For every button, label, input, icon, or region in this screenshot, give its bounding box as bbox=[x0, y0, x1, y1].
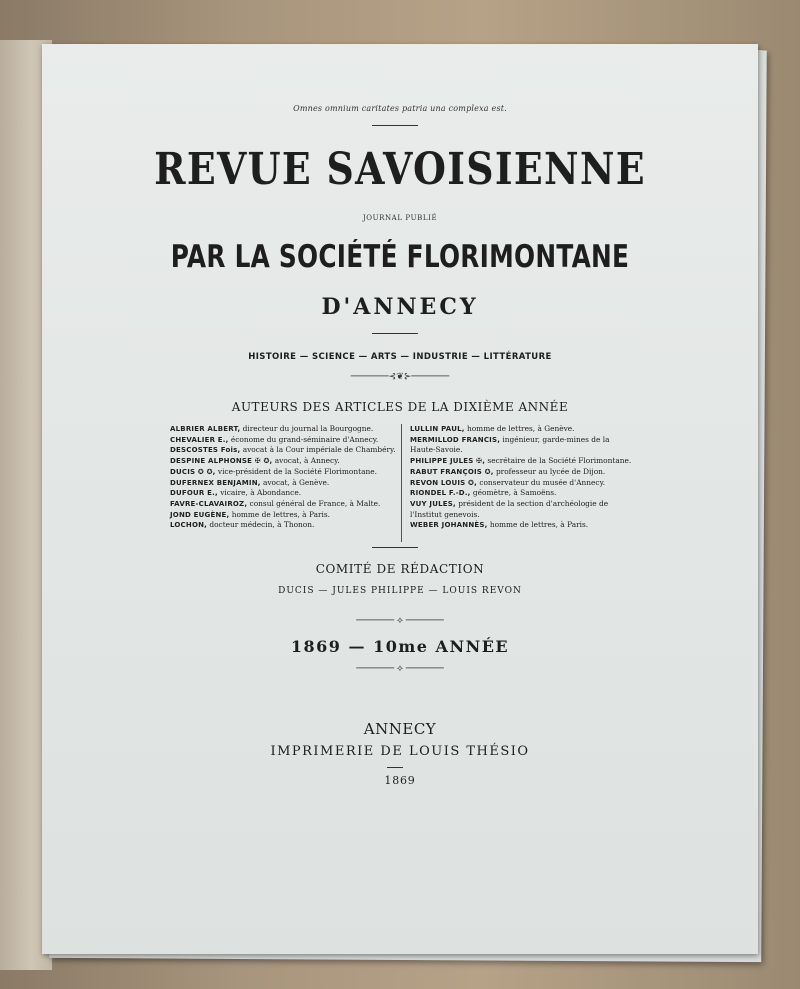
imprint-place: ANNECY bbox=[363, 720, 437, 738]
list-item: DUCIS ✪ ✪, vice-président de la Société Florimontane. bbox=[170, 466, 377, 476]
title-page bbox=[42, 44, 758, 954]
authors-heading: AUTEURS DES ARTICLES DE LA DIXIÈME ANNÉE bbox=[231, 400, 569, 414]
list-item: VUY JULES, président de la section d'archéologie de l'Institut genevois. bbox=[410, 498, 609, 519]
column-divider bbox=[401, 424, 402, 542]
list-item: PHILIPPE JULES ✠, secrétaire de la Société Florimontane. bbox=[410, 456, 632, 466]
list-item: REVON LOUIS ✪, conservateur du musée d'Annecy. bbox=[410, 477, 606, 487]
society-name: PAR LA SOCIÉTÉ FLORIMONTANE bbox=[170, 239, 630, 275]
editors-line: DUCIS — JULES PHILIPPE — LOUIS REVON bbox=[278, 586, 522, 596]
authors-left-column bbox=[170, 424, 410, 531]
list-item: DESPINE ALPHONSE ✠ ✪, avocat, à Annecy. bbox=[170, 456, 340, 466]
list-item: RIONDEL F.-D., géomètre, à Samoëns. bbox=[410, 488, 557, 498]
list-item: DESCOSTES Fois, avocat à la Cour impériale de Chambéry. bbox=[170, 445, 396, 455]
ornament-divider: ───────⊰❦⊱─────── bbox=[350, 372, 450, 382]
list-item: ALBRIER ALBERT, directeur du journal la Bourgogne. bbox=[170, 424, 374, 433]
city-name: D'ANNECY bbox=[321, 294, 479, 320]
authors-right-column bbox=[410, 424, 632, 531]
imprint-printer: IMPRIMERIE DE LOUIS THÉSIO bbox=[270, 744, 530, 759]
journal-title: REVUE SAVOISIENNE bbox=[154, 144, 646, 195]
list-item: CHEVALIER E., économe du grand-séminaire d'Annecy. bbox=[170, 434, 379, 444]
motto: Omnes omnium caritates patria una complexa est. bbox=[293, 104, 507, 113]
list-item: FAVRE-CLAVAIROZ, consul général de France, à Malte. bbox=[170, 498, 381, 508]
list-item: JOND EUGÈNE, homme de lettres, à Paris. bbox=[170, 509, 331, 519]
motto-rule bbox=[372, 125, 418, 126]
ornament-divider: ─────── ⟡ ─────── bbox=[356, 616, 444, 626]
list-item: LOCHON, docteur médecin, à Thonon. bbox=[170, 520, 315, 530]
list-item: LULLIN PAUL, homme de lettres, à Genève. bbox=[410, 424, 575, 433]
edition-line: 1869 — 10me ANNÉE bbox=[290, 637, 510, 656]
list-item: DUFOUR E., vicaire, à Abondance. bbox=[170, 488, 302, 498]
list-item: WEBER JOHANNÈS, homme de lettres, à Paris. bbox=[410, 520, 589, 530]
committee-rule bbox=[372, 547, 418, 548]
list-item: RABUT FRANÇOIS ✪, professeur au lycée de Dijon. bbox=[410, 466, 606, 476]
journal-label: JOURNAL PUBLIÉ bbox=[362, 214, 438, 222]
imprint-rule bbox=[387, 767, 403, 768]
imprint-year: 1869 bbox=[384, 774, 416, 787]
list-item: DUFERNEX BENJAMIN, avocat, à Genève. bbox=[170, 477, 330, 487]
list-item: MERMILLOD FRANCIS, ingénieur, garde-mines de la Haute-Savoie. bbox=[410, 434, 610, 455]
committee-heading: COMITÉ DE RÉDACTION bbox=[315, 562, 485, 576]
city-rule bbox=[372, 333, 418, 334]
ornament-divider: ─────── ⟡ ─────── bbox=[356, 664, 444, 674]
topics-line: HISTOIRE — SCIENCE — ARTS — INDUSTRIE — LITTÉRATURE bbox=[248, 352, 552, 362]
